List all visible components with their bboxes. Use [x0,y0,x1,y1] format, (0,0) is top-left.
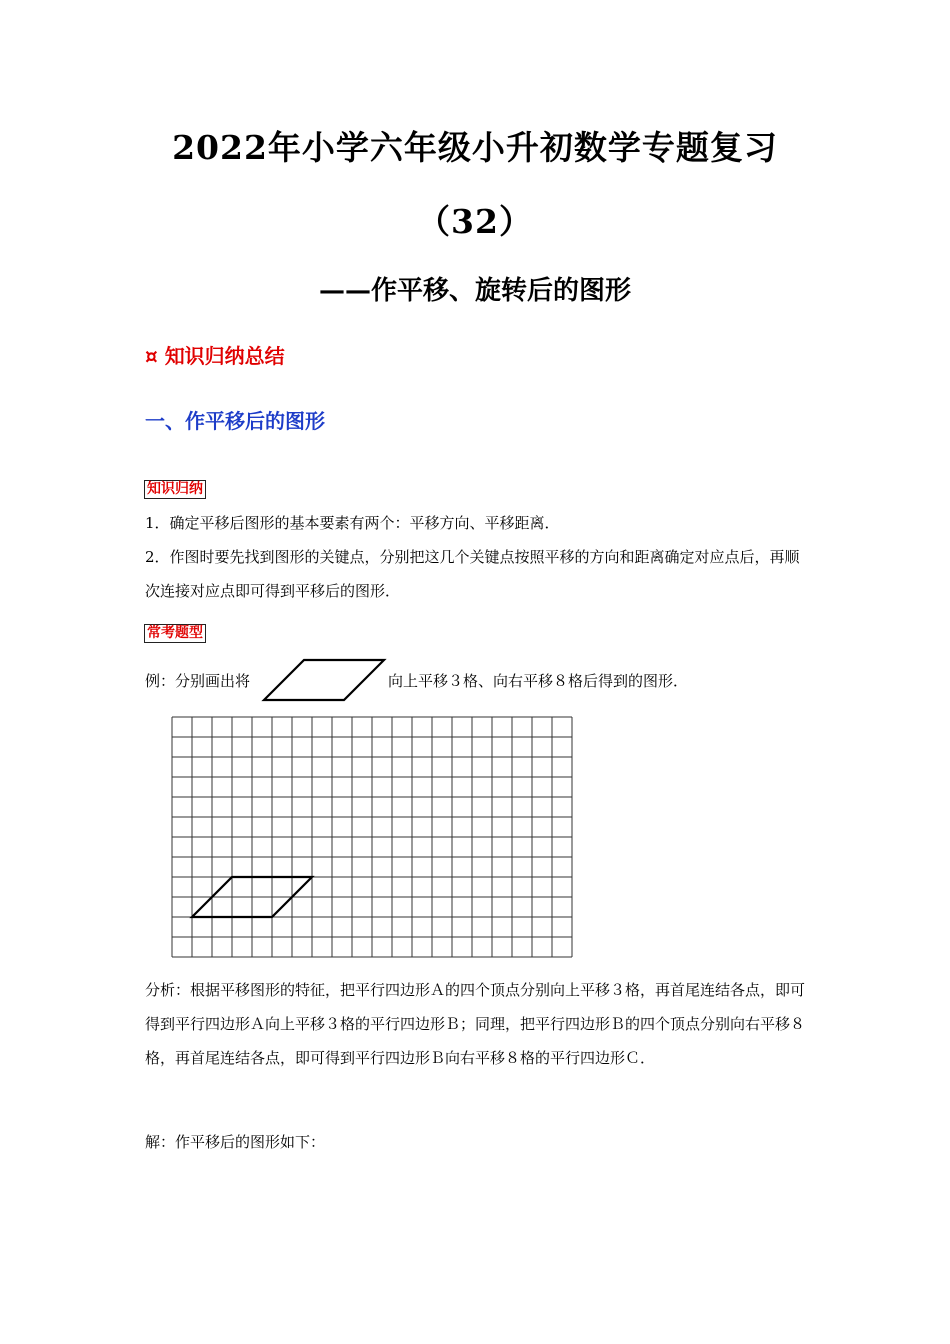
analysis-text: 分析：根据平移图形的特征，把平行四边形Ａ的四个顶点分别向上平移３格，再首尾连结各点，即可得到平行四边形Ａ向上平移３格的平行四边形Ｂ；同理，把平行四边形Ｂ的四个顶点分别向右平移８格，再首尾连结各点，即可得到平行四边形Ｂ向右平移８格的平行四边形Ｃ． [145,981,806,1067]
document-subtitle: ——作平移、旋转后的图形 [318,276,631,306]
knowledge-item-1: 1．确定平移后图形的基本要素有两个：平移方向、平移距离． [145,514,560,532]
example-suffix: 向上平移３格、向右平移８格后得到的图形． [388,672,689,690]
document-title-number: （32） [417,202,533,241]
section-knowledge-summary: ¤ 知识归纳总结 [145,344,285,368]
section-heading-translation: 一、作平移后的图形 [145,409,325,433]
knowledge-item-2: 2．作图时要先找到图形的关键点，分别把这几个关键点按照平移的方向和距离确定对应点后，再顺次连接对应点即可得到平移后的图形． [145,548,800,600]
tag-knowledge: 知识归纳 [144,480,206,499]
example-parallelogram-figure [258,656,390,704]
example-prefix: 例：分别画出将 [145,672,251,690]
square-grid [170,715,575,960]
knowledge-list [145,506,810,608]
solution-text: 解：作平移后的图形如下： [145,1133,326,1151]
document-title: 2022年小学六年级小升初数学专题复习 [172,128,778,167]
tag-common-questions: 常考题型 [144,624,206,643]
